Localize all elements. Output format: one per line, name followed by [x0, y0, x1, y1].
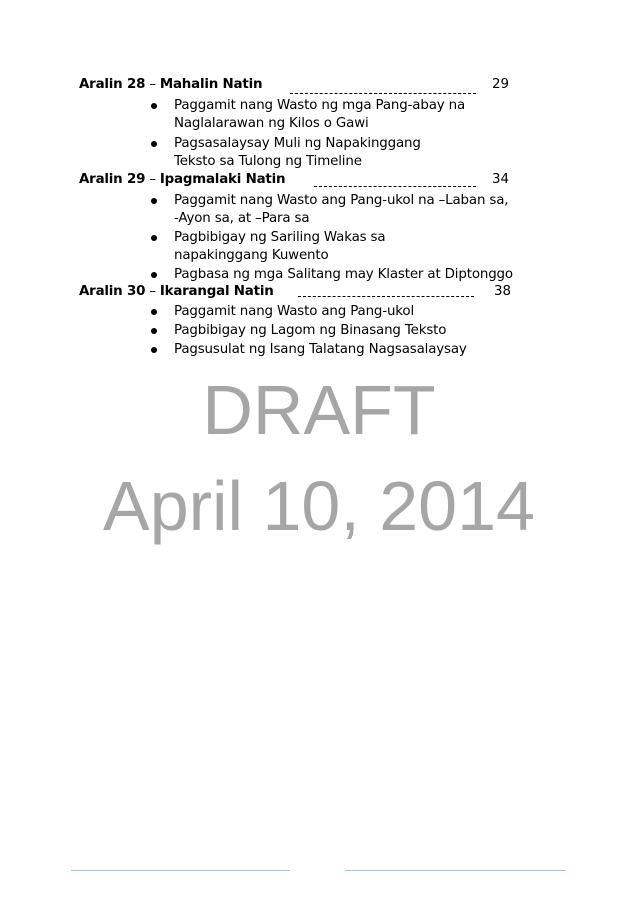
lesson-title: Ikarangal Natin — [159, 284, 274, 299]
lesson-number: Aralin 29 — [79, 172, 146, 187]
bullet-text-cont: Teksto sa Tulong ng Timeline — [174, 154, 362, 169]
bullet-text: Pagsasalaysay Muli ng Napakinggang — [174, 136, 421, 151]
dot-leader — [314, 186, 476, 187]
page-number: 38 — [494, 284, 512, 299]
dot-leader — [298, 296, 474, 297]
toc-entry-aralin-30[interactable] — [79, 283, 274, 301]
bullet-text: Pagbibigay ng Lagom ng Binasang Teksto — [174, 323, 447, 338]
lesson-dash: – — [145, 284, 160, 299]
bullet-icon — [151, 328, 157, 334]
bullet-icon — [151, 198, 157, 204]
draft-watermark: DRAFT — [202, 371, 436, 449]
dot-leader — [290, 93, 476, 94]
lesson-number: Aralin 28 — [79, 77, 146, 92]
bullet-text: Pagbasa ng mga Salitang may Klaster at Diptonggo — [174, 267, 513, 282]
bullet-text: Paggamit nang Wasto ang Pang-ukol na –Laban sa, — [174, 193, 509, 208]
bullet-icon — [151, 141, 157, 147]
page-number: 29 — [492, 77, 510, 92]
lesson-dash: – — [145, 172, 160, 187]
toc-entry-aralin-29[interactable] — [79, 171, 285, 189]
bullet-icon — [151, 103, 157, 109]
bullet-icon — [151, 235, 157, 241]
bullet-icon — [151, 309, 157, 315]
bullet-text-cont: Naglalarawan ng Kilos o Gawi — [174, 116, 369, 131]
toc-entry-aralin-28[interactable] — [79, 76, 262, 94]
bullet-icon — [151, 347, 157, 353]
bullet-text: Paggamit nang Wasto ang Pang-ukol — [174, 304, 415, 319]
bullet-text-cont: -Ayon sa, at –Para sa — [174, 211, 310, 226]
date-watermark: April 10, 2014 — [103, 467, 535, 545]
lesson-dash: – — [145, 77, 160, 92]
bullet-text: Paggamit nang Wasto ng mga Pang-abay na — [174, 98, 466, 113]
footer-rule-left — [71, 870, 290, 871]
bullet-text: Pagsusulat ng Isang Talatang Nagsasalaysay — [174, 342, 467, 357]
lesson-title: Mahalin Natin — [159, 77, 263, 92]
page-number: 34 — [492, 172, 510, 187]
bullet-text-cont: napakinggang Kuwento — [174, 248, 329, 263]
bullet-icon — [151, 272, 157, 278]
lesson-title: Ipagmalaki Natin — [159, 172, 286, 187]
footer-rule-right — [345, 870, 566, 871]
bullet-text: Pagbibigay ng Sariling Wakas sa — [174, 230, 386, 245]
lesson-number: Aralin 30 — [79, 284, 146, 299]
